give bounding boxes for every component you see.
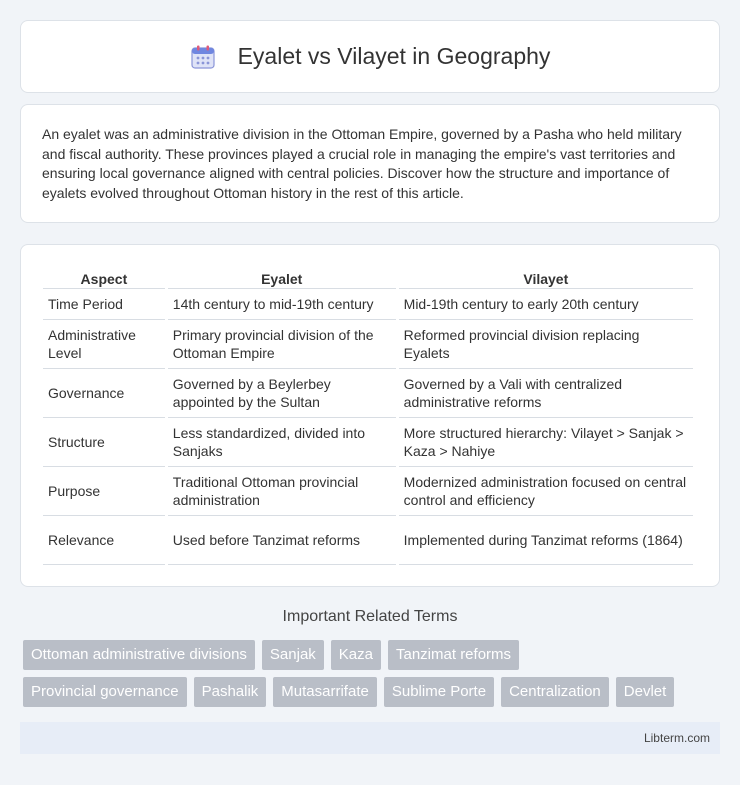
cell-aspect: Structure: [43, 418, 165, 467]
page-title: Eyalet vs Vilayet in Geography: [237, 43, 551, 69]
table-row: [43, 369, 693, 418]
table-row: [43, 320, 693, 369]
cell-eyalet: Used before Tanzimat reforms: [168, 516, 396, 565]
cell-eyalet: Less standardized, divided into Sanjaks: [168, 418, 396, 467]
tag-provincial-governance[interactable]: Provincial governance: [23, 677, 187, 707]
table-row: [43, 467, 693, 516]
tag-ottoman-administrative-divisions[interactable]: Ottoman administrative divisions: [23, 640, 255, 670]
comparison-card: [20, 244, 720, 587]
tag-mutasarrifate[interactable]: Mutasarrifate: [273, 677, 377, 707]
tag-tanzimat-reforms[interactable]: Tanzimat reforms: [388, 640, 519, 670]
cell-aspect: Relevance: [43, 516, 165, 565]
cell-eyalet: Primary provincial division of the Ottoman Empire: [168, 320, 396, 369]
cell-aspect: Administrative Level: [43, 320, 165, 369]
table-row: [43, 418, 693, 467]
header-aspect: Aspect: [43, 267, 165, 289]
header-vilayet: Vilayet: [399, 267, 693, 289]
cell-eyalet: Governed by a Beylerbey appointed by the Sultan: [168, 369, 396, 418]
intro-text: An eyalet was an administrative division in the Ottoman Empire, governed by a Pasha who held military and fiscal authority. These provinces played a crucial role in managing the empire's vast territories and ensuring local governance aligned with central policies. Discover how the structure and importance of eyalets evolved throughout Ottoman history in the rest of this article.: [42, 126, 682, 201]
table-row: [43, 516, 693, 565]
footer: [20, 722, 720, 754]
cell-vilayet: Modernized administration focused on central control and efficiency: [399, 467, 693, 516]
related-terms-title: Important Related Terms: [282, 608, 458, 625]
tag-kaza[interactable]: Kaza: [331, 640, 381, 670]
comparison-table: [40, 267, 696, 565]
related-terms: [23, 640, 723, 714]
intro-card: [20, 104, 720, 223]
tag-sanjak[interactable]: Sanjak: [262, 640, 324, 670]
cell-eyalet: 14th century to mid-19th century: [168, 289, 396, 320]
cell-eyalet: Traditional Ottoman provincial administration: [168, 467, 396, 516]
cell-aspect: Governance: [43, 369, 165, 418]
tag-pashalik[interactable]: Pashalik: [194, 677, 267, 707]
header-card: [20, 20, 720, 93]
cell-aspect: Time Period: [43, 289, 165, 320]
cell-aspect: Purpose: [43, 467, 165, 516]
cell-vilayet: Mid-19th century to early 20th century: [399, 289, 693, 320]
tag-devlet[interactable]: Devlet: [616, 677, 675, 707]
header-eyalet: Eyalet: [168, 267, 396, 289]
tag-row: [23, 677, 723, 707]
calendar-icon: [190, 44, 216, 70]
cell-vilayet: Implemented during Tanzimat reforms (1864): [399, 516, 693, 565]
tag-centralization[interactable]: Centralization: [501, 677, 609, 707]
table-header-row: [43, 267, 693, 289]
cell-vilayet: More structured hierarchy: Vilayet > Sanjak > Kaza > Nahiye: [399, 418, 693, 467]
tag-sublime-porte[interactable]: Sublime Porte: [384, 677, 494, 707]
table-row: [43, 289, 693, 320]
footer-link[interactable]: Libterm.com: [643, 731, 710, 745]
cell-vilayet: Governed by a Vali with centralized administrative reforms: [399, 369, 693, 418]
cell-vilayet: Reformed provincial division replacing Eyalets: [399, 320, 693, 369]
tag-row: [23, 640, 723, 670]
